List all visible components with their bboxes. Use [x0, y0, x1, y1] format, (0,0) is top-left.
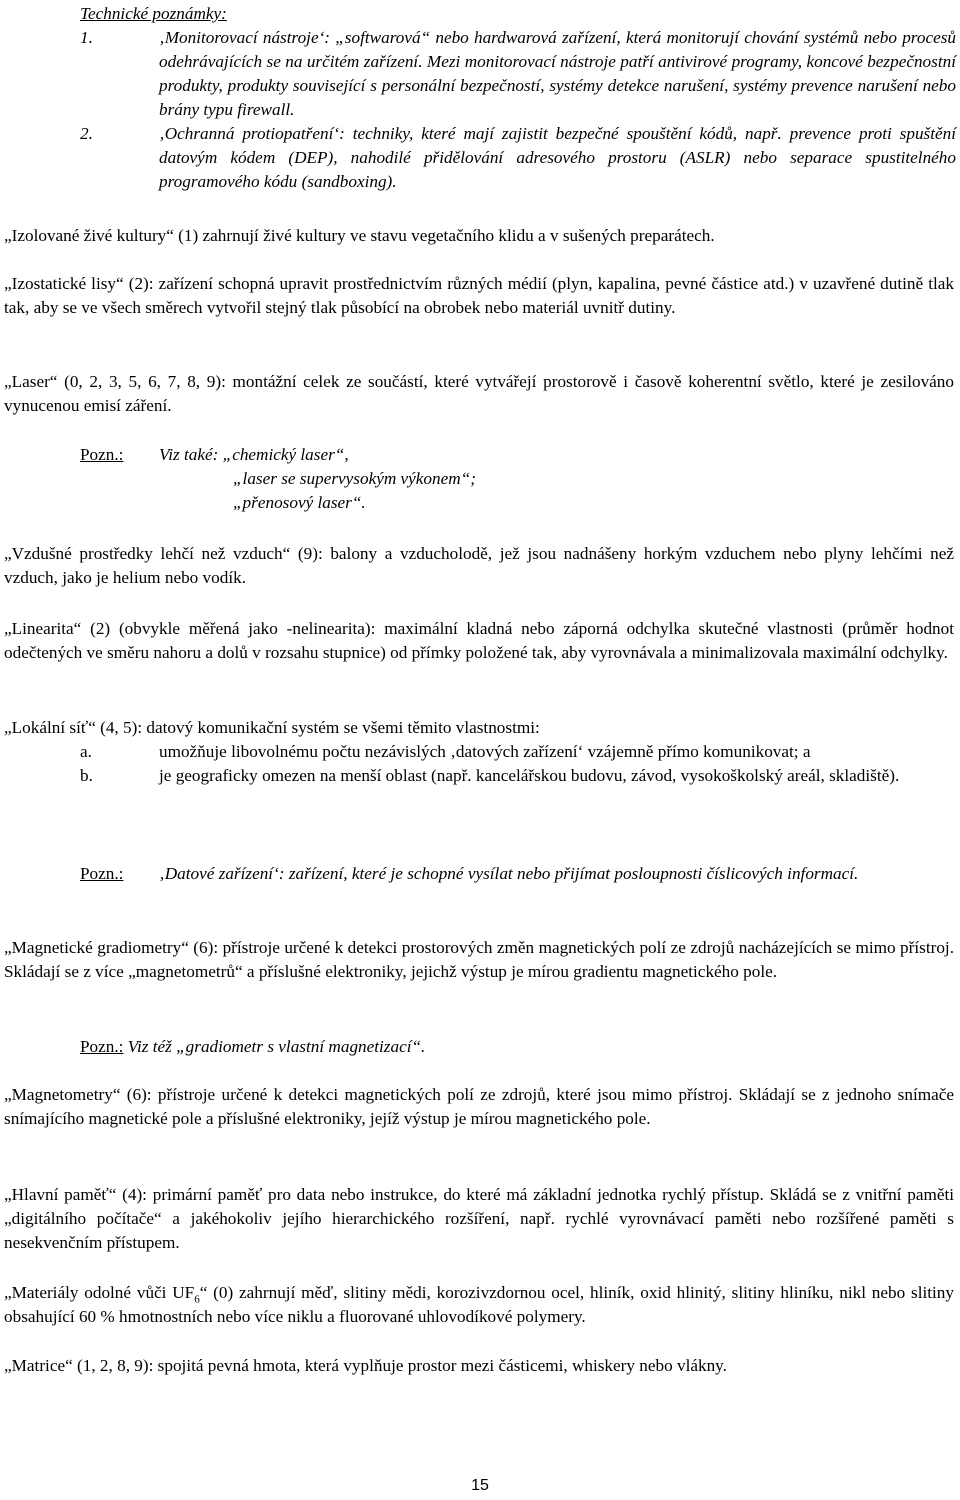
list-item — [80, 740, 956, 764]
definition-matrice: „Matrice“ (1, 2, 8, 9): spojitá pevná hmota, která vyplňuje prostor mezi částicemi, whiskery nebo vlákny. — [4, 1356, 727, 1375]
materialy-subscript: 6 — [194, 1293, 200, 1306]
list-item — [80, 764, 956, 788]
definition-vzdusne-prostredky: „Vzdušné prostředky lehčí než vzduch“ (9): balony a vzducholodě, jež jsou nadnášeny horkým vzduchem nebo plyny lehčími než vzduch, jako je helium nebo vodík. — [4, 544, 954, 587]
page-number: 15 — [471, 1477, 489, 1494]
lokalni-sit-note-row — [80, 862, 956, 886]
technical-notes-title: Technické poznámky: — [80, 4, 227, 23]
technical-note-number: 2. — [80, 124, 93, 143]
technical-notes-list — [80, 26, 956, 194]
note-label: Pozn.: — [80, 445, 124, 464]
definition-magneticke-gradiometry: „Magnetické gradiometry“ (6): přístroje určené k detekci prostorových změn magnetických polí ze zdrojů nacházejících se mimo přístroj. Skládají se z více „magnetometrů“ a příslušné elektroniky, jejichž výstup je mírou gradientu magnetického pole. — [4, 938, 954, 981]
technical-note-2 — [80, 122, 956, 194]
list-item-letter: b. — [80, 766, 93, 785]
definition-laser: „Laser“ (0, 2, 3, 5, 6, 7, 8, 9): montážní celek ze součástí, které vytvářejí prostorově i časově koherentní světlo, které je zesilováno vynucenou emisí záření. — [4, 372, 954, 415]
definition-hlavni-pamet: „Hlavní paměť“ (4): primární paměť pro data nebo instrukce, do které má základní jednotka rychlý přístup. Skládá se z vnitřní paměti „digitálního počítače“ a jakéhokoliv jejího hierarchického rozšíření, např. rychlé vyrovnávací paměti nebo rozšířené paměti s nesekvenčním přístupem. — [4, 1185, 954, 1252]
materialy-text-end: “ (0) zahrnují měď, slitiny mědi, korozivzdornou ocel, hliník, oxid hlinitý, slitiny hliníku, nikl nebo slitiny obsahující 60 % hmotnostních nebo více niklu a fluorované uhlovodíkové polymery. — [4, 1283, 954, 1326]
definition-linearita: „Linearita“ (2) (obvykle měřená jako -nelinearita): maximální kladná nebo záporná odchylka skutečné vlastnosti (průměr hodnot odečtených ve směru nahoru a dolů v rozsahu stupnice) od přímky položené tak, aby vyrovnávala a minimalizovala maximální odchylky. — [4, 619, 954, 662]
list-item-text: umožňuje libovolnému počtu nezávislých ‚datových zařízení‘ vzájemně přímo komunikovat; a — [159, 742, 811, 761]
definition-izolovane-zive-kultury: „Izolované živé kultury“ (1) zahrnují živé kultury ve stavu vegetačního klidu a v sušených preparátech. — [4, 226, 715, 245]
laser-note — [80, 443, 956, 515]
lokalni-sit-note-text: ‚Datové zařízení‘: zařízení, které je schopné vysílat nebo přijímat posloupnosti číslicových informací. — [159, 864, 859, 883]
laser-note-line-2: „laser se supervysokým výkonem“; — [233, 469, 476, 488]
technical-note-number: 1. — [80, 28, 93, 47]
definition-lokalni-sit: „Lokální síť“ (4, 5): datový komunikační systém se všemi těmito vlastnostmi: — [4, 718, 540, 737]
definition-magnetometry: „Magnetometry“ (6): přístroje určené k detekci magnetických polí ze zdrojů, které jsou mimo přístroj. Skládají se z jednoho snímače snímajícího magnetické pole a příslušné elektroniky, jejíž výstup je mírou magnetického pole. — [4, 1085, 954, 1128]
definition-izostaticke-lisy: „Izostatické lisy“ (2): zařízení schopná upravit prostřednictvím různých médií (plyn, kapalina, pevné částice atd.) v uzavřené dutině tlak tak, aby se ve všech směrech vytvořil stejný tlak působící na obrobek nebo materiál uvnitř dutiny. — [4, 274, 954, 317]
definition-materialy-odolne-uf6 — [4, 1281, 954, 1329]
lokalni-sit-note — [80, 862, 956, 886]
gradiometry-note — [80, 1035, 956, 1059]
list-item-text: je geograficky omezen na menší oblast (např. kancelářskou budovu, závod, vysokoškolský areál, skladiště). — [159, 766, 900, 785]
technical-note-1 — [80, 26, 956, 122]
laser-note-line-1: Viz také: „chemický laser“, — [159, 445, 349, 464]
materialy-text-start: „Materiály odolné vůči UF — [4, 1283, 195, 1302]
gradiometry-note-text: Viz též „gradiometr s vlastní magnetizací“. — [123, 1037, 426, 1056]
laser-note-line-3: „přenosový laser“. — [233, 493, 366, 512]
list-item-letter: a. — [80, 742, 92, 761]
note-label: Pozn.: — [80, 1037, 124, 1056]
note-label: Pozn.: — [80, 864, 124, 883]
technical-note-text: ‚Ochranná protiopatření‘: techniky, které mají zajistit bezpečné spouštění kódů, např. prevence proti spuštění datovým kódem (DEP), nahodilé přidělování adresového prostoru (ASLR) nebo separace spustitelného programového kódu (sandboxing). — [159, 124, 956, 191]
technical-note-text: ‚Monitorovací nástroje‘: „softwarová“ nebo hardwarová zařízení, která monitorují chování systémů nebo procesů odehrávajících se na určitém zařízení. Mezi monitorovací nástroje patří antivirové programy, koncové bezpečnostní produkty, produkty související s personální bezpečností, systémy detekce narušení, systémy prevence narušení nebo brány typu firewall. — [159, 28, 956, 119]
laser-note-row — [80, 443, 956, 515]
lokalni-sit-items — [80, 740, 956, 788]
